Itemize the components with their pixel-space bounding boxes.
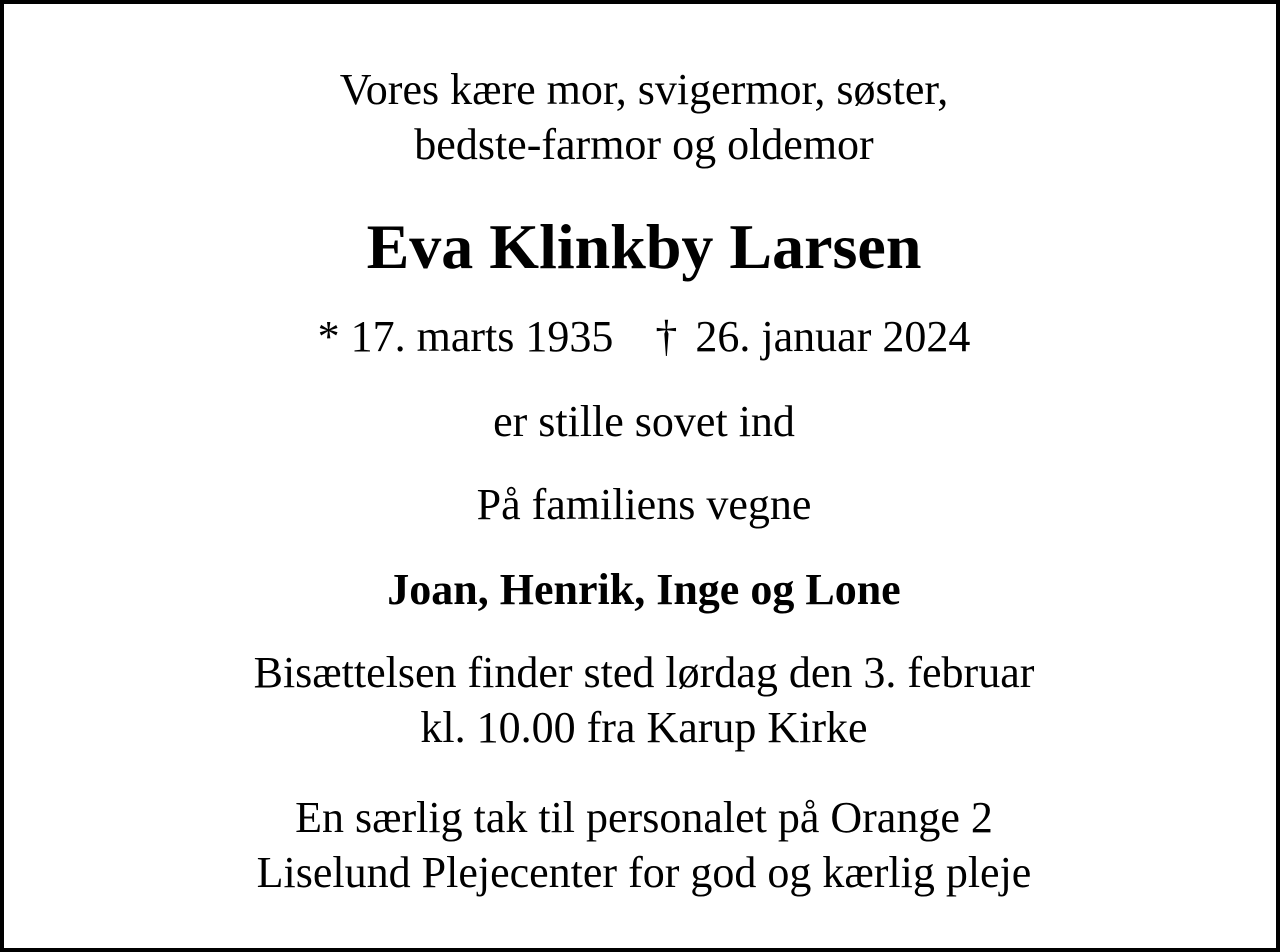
- thanks-text: [4, 790, 1280, 900]
- intro-line-1: Vores kære mor, svigermor, søster,: [339, 65, 949, 114]
- birth-date: * 17. marts 1935: [317, 312, 614, 361]
- funeral-info: [4, 645, 1280, 755]
- behalf-text: På familiens vegne: [476, 480, 812, 529]
- intro-line-2: bedste-farmor og oldemor: [414, 120, 874, 169]
- dagger-icon: †: [655, 312, 678, 361]
- deceased-name: Eva Klinkby Larsen: [366, 211, 922, 282]
- family-names: Joan, Henrik, Inge og Lone: [387, 565, 901, 614]
- life-dates: [4, 309, 1280, 364]
- funeral-line-2: kl. 10.00 fra Karup Kirke: [420, 703, 868, 752]
- death-date: 26. januar 2024: [695, 312, 971, 361]
- thanks-line-2: Liselund Plejecenter for god og kærlig pleje: [256, 848, 1032, 897]
- passed-text: er stille sovet ind: [493, 397, 795, 446]
- thanks-line-1: En særlig tak til personalet på Orange 2: [295, 793, 993, 842]
- funeral-line-1: Bisættelsen finder sted lørdag den 3. februar: [253, 648, 1035, 697]
- intro-text: [4, 62, 1280, 172]
